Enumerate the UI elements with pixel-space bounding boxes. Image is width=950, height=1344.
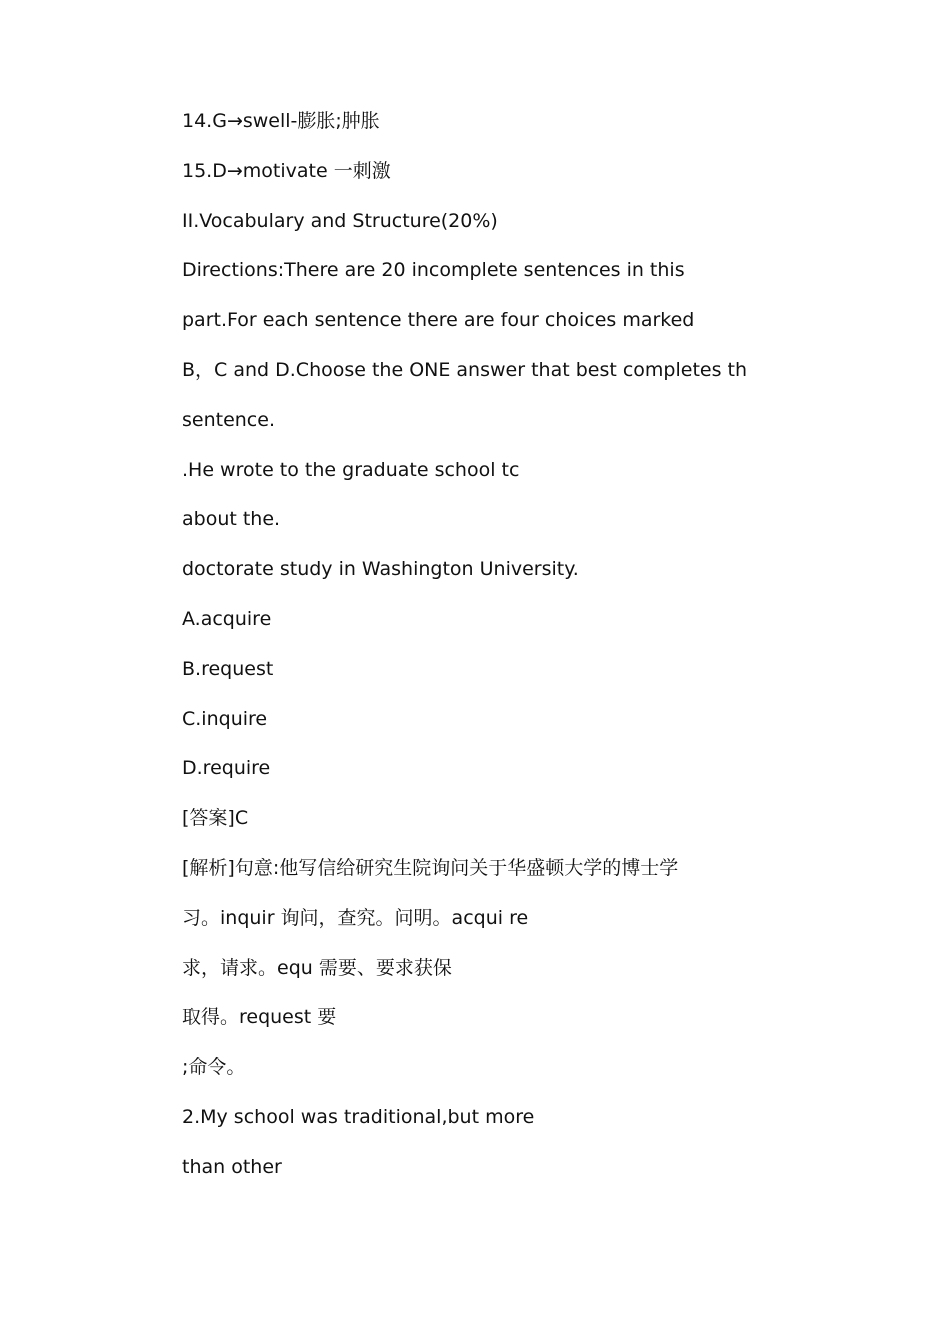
question-2-line-2: than other xyxy=(182,1155,282,1178)
question-1-line-1: .He wrote to the graduate school tc xyxy=(182,458,520,481)
option-d: D.require xyxy=(182,757,271,780)
option-c: C.inquire xyxy=(182,707,268,730)
explanation-line-2: 习。inquir 询问，查究。问明。acqui re xyxy=(182,906,529,929)
explanation-line-4: 取得。request 要 xyxy=(182,1006,337,1029)
answer-key: [答案]C xyxy=(182,807,249,830)
explanation-line-5: ;命令。 xyxy=(182,1056,246,1079)
question-2-line-1: 2.My school was traditional,but more xyxy=(182,1105,535,1128)
answer-line-15: 15.D→motivate 一刺激 xyxy=(182,159,391,182)
option-a: A.acquire xyxy=(182,607,272,630)
directions-line-1: Directions:There are 20 incomplete sentences in this xyxy=(182,259,685,282)
explanation-line-1: [解析]句意:他写信给研究生院询问关于华盛顿大学的博士学 xyxy=(182,856,679,879)
question-1-line-3: doctorate study in Washington University. xyxy=(182,558,579,581)
document-body xyxy=(182,106,782,1202)
directions-line-2: part.For each sentence there are four choices marked xyxy=(182,309,695,332)
explanation-line-3: 求，请求。equ 需要、要求获保 xyxy=(182,956,452,979)
option-b: B.request xyxy=(182,657,274,680)
section-heading: II.Vocabulary and Structure(20%) xyxy=(182,209,498,232)
directions-line-4: sentence. xyxy=(182,408,275,431)
answer-line-14: 14.G→swell-膨胀;肿胀 xyxy=(182,110,380,132)
question-1-line-2: about the. xyxy=(182,508,281,531)
directions-line-3: B，C and D.Choose the ONE answer that best completes th xyxy=(182,358,748,381)
